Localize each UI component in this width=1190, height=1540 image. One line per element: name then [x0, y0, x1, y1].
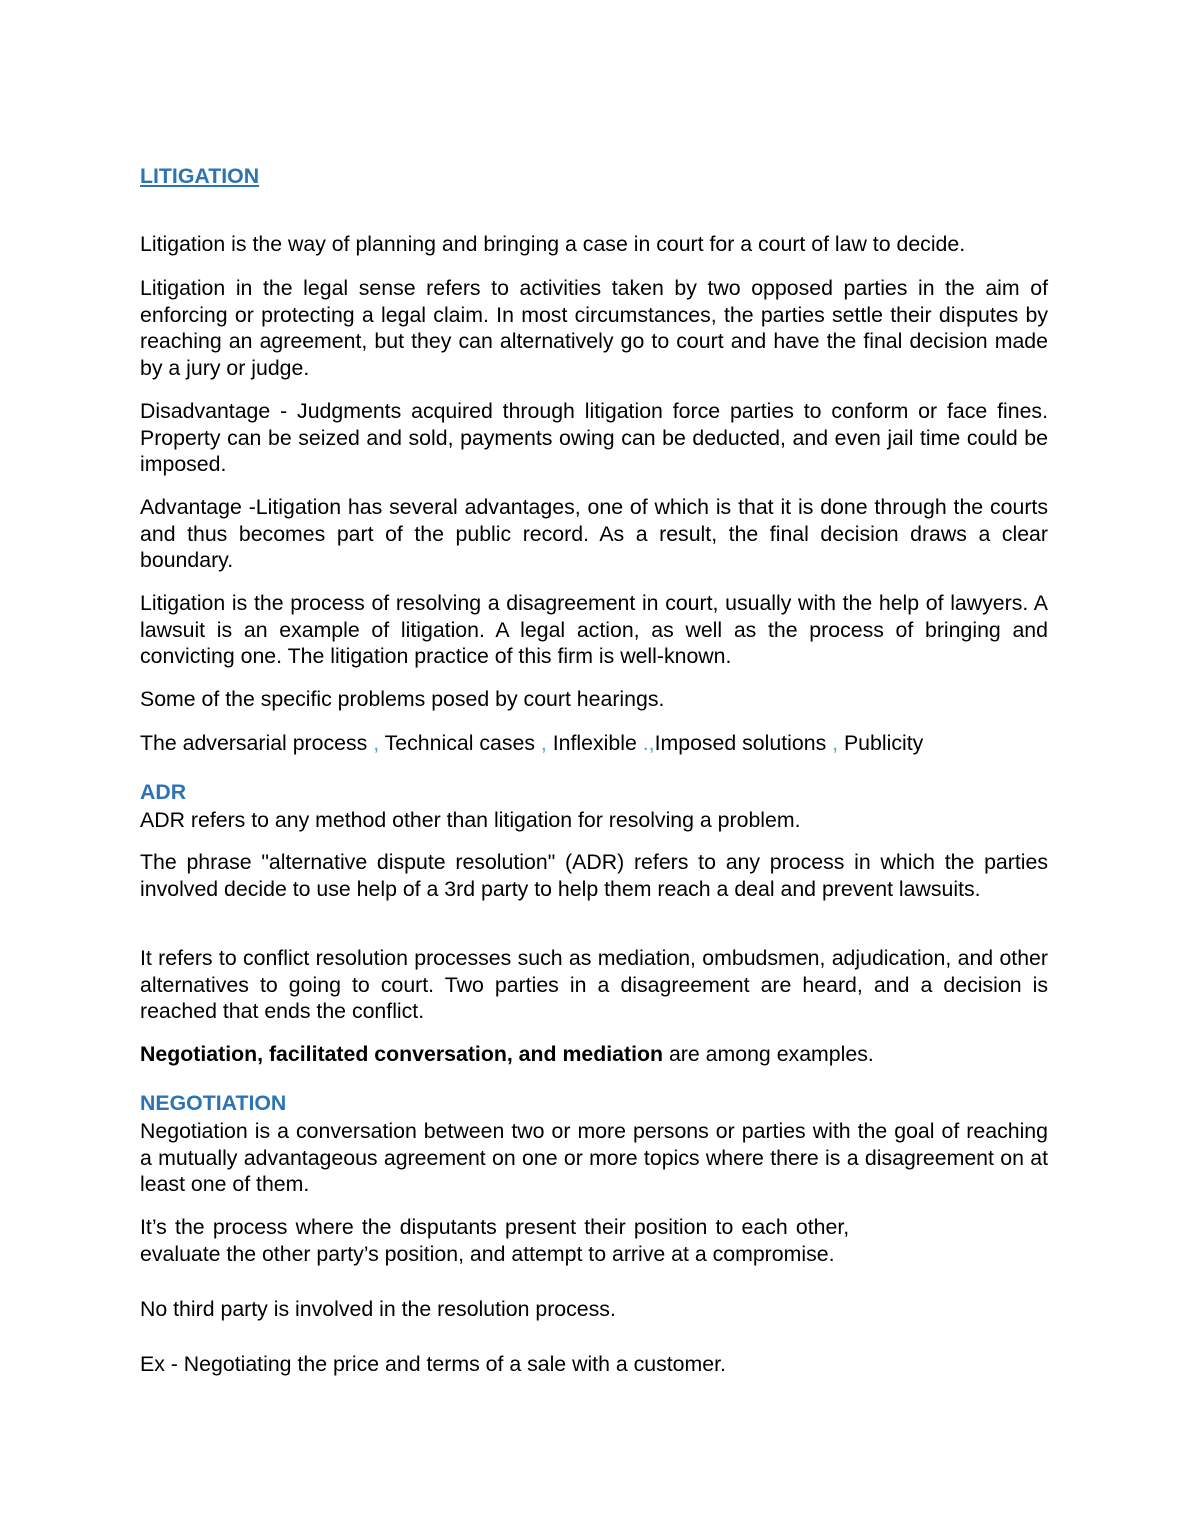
heading-adr: ADR: [140, 780, 187, 804]
problem-item: Imposed solutions: [654, 731, 833, 755]
problem-item: The adversarial process: [140, 731, 374, 755]
negotiation-paragraph-2-line-1: It’s the process where the disputants present their position to each other,: [140, 1215, 850, 1239]
adr-paragraph-3: It refers to conflict resolution processes such as mediation, ombudsmen, adjudication, and other alternatives to going to court. Two parties in a disagreement are heard, and a decision is reached that ends the conflict.: [140, 946, 1048, 1024]
separator: .,: [642, 731, 655, 755]
adr-examples: [140, 1041, 1048, 1068]
problem-item: Technical cases: [379, 731, 541, 755]
negotiation-example: Ex - Negotiating the price and terms of a sale with a customer.: [140, 1352, 726, 1376]
litigation-problems-list: [140, 730, 1048, 757]
heading-litigation: LITIGATION: [140, 164, 260, 188]
negotiation-paragraph-3: No third party is involved in the resolution process.: [140, 1297, 616, 1321]
negotiation-paragraph-2-line-2: evaluate the other party’s position, and attempt to arrive at a compromise.: [140, 1241, 835, 1266]
problem-item: Publicity: [838, 731, 924, 755]
adr-examples-bold: Negotiation, facilitated conversation, and mediation: [140, 1042, 664, 1066]
problem-item: Inflexible: [546, 731, 643, 755]
litigation-paragraph-1: Litigation is the way of planning and bringing a case in court for a court of law to decide.: [140, 232, 966, 256]
litigation-paragraph-5: Litigation is the process of resolving a disagreement in court, usually with the help of lawyers. A lawsuit is an example of litigation. A legal action, as well as the process of bringing and convicting one. The litigation practice of this firm is well-known.: [140, 591, 1048, 669]
negotiation-paragraph-1: Negotiation is a conversation between two or more persons or parties with the goal of reaching a mutually advantageous agreement on one or more topics where there is a disagreement on at least one of them.: [140, 1119, 1048, 1197]
heading-negotiation: NEGOTIATION: [140, 1091, 287, 1115]
negotiation-paragraph-2: [140, 1214, 1048, 1267]
adr-examples-rest: are among examples.: [663, 1042, 874, 1066]
litigation-disadvantage: Disadvantage - Judgments acquired through litigation force parties to conform or face fines. Property can be seized and sold, payments owing can be deducted, and even jail time could be imposed.: [140, 399, 1048, 477]
adr-paragraph-1: ADR refers to any method other than litigation for resolving a problem.: [140, 808, 801, 832]
separator: ,: [832, 731, 839, 755]
separator: ,: [540, 731, 547, 755]
separator: ,: [373, 731, 380, 755]
litigation-problems-intro: Some of the specific problems posed by court hearings.: [140, 687, 665, 711]
litigation-paragraph-2: Litigation in the legal sense refers to activities taken by two opposed parties in the aim of enforcing or protecting a legal claim. In most circumstances, the parties settle their disputes by reaching an agreement, but they can alternatively go to court and have the final decision made by a jury or judge.: [140, 276, 1048, 381]
adr-paragraph-2: The phrase "alternative dispute resolution" (ADR) refers to any process in which the parties involved decide to use help of a 3rd party to help them reach a deal and prevent lawsuits.: [140, 850, 1048, 901]
litigation-advantage: Advantage -Litigation has several advantages, one of which is that it is done through the courts and thus becomes part of the public record. As a result, the final decision draws a clear boundary.: [140, 495, 1048, 573]
